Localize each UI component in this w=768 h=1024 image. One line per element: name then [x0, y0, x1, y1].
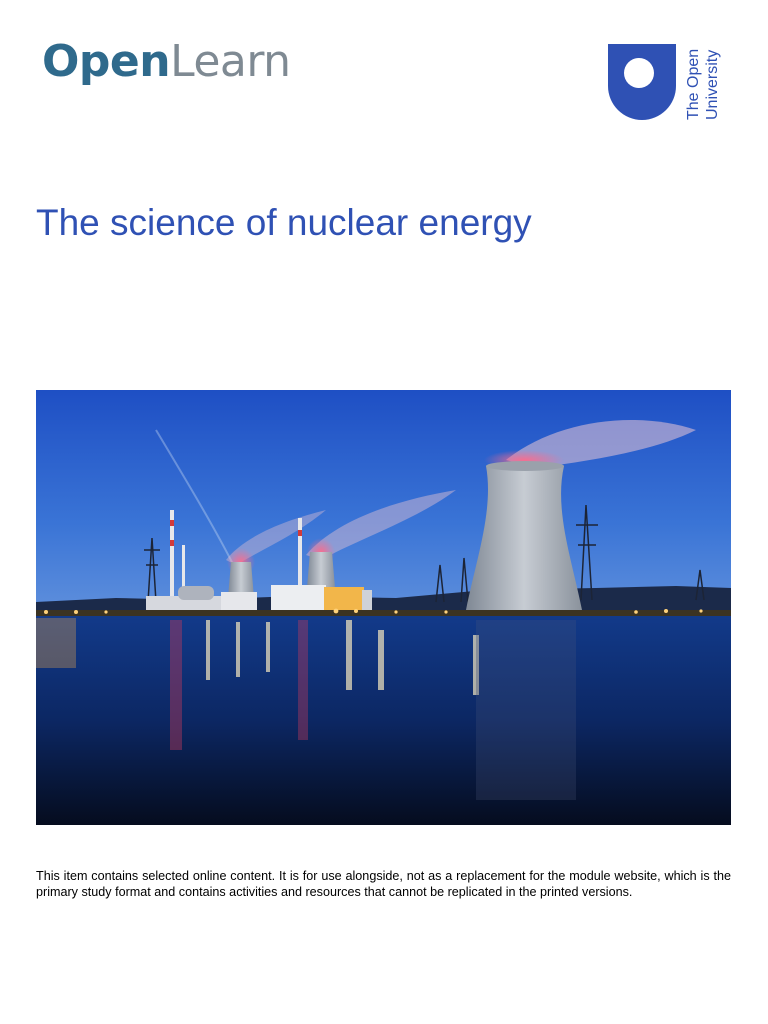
ou-wordmark: [684, 44, 728, 124]
ou-shield-icon: [608, 44, 676, 120]
ou-wordmark-line1: The Open: [685, 48, 702, 120]
ou-wordmark-line2: University: [704, 49, 721, 120]
open-university-logo: [608, 44, 728, 124]
document-title: The science of nuclear energy: [36, 202, 532, 243]
nuclear-plant-photo: [36, 390, 731, 825]
disclaimer-text: This item contains selected online content. It is for use alongside, not as a replacement for the module website, which is the primary study format and contains activities and resources that cannot be replicated in the printed versions.: [36, 869, 731, 899]
ou-shield-dot: [624, 58, 654, 88]
openlearn-logo-learn: Learn: [170, 36, 291, 87]
nuclear-plant-illustration: [36, 390, 731, 825]
openlearn-logo-open: Open: [42, 36, 171, 87]
openlearn-logo: [42, 36, 291, 87]
